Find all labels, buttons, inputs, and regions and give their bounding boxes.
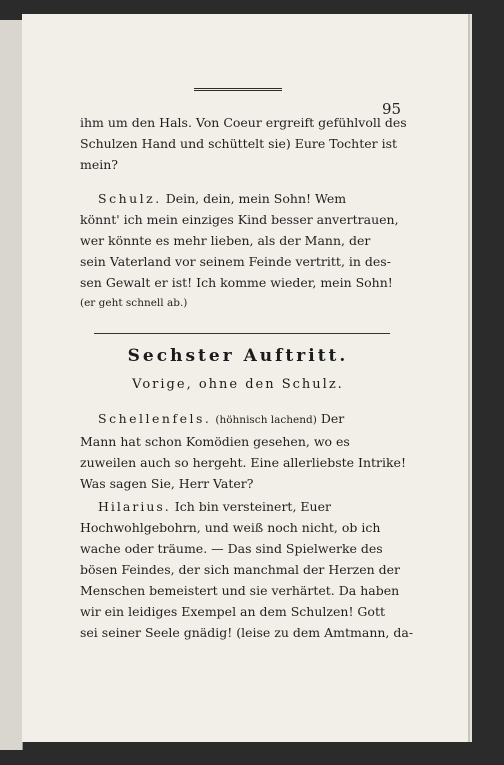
text-line: zuweilen auch so hergeht. Eine allerliebste Intrike! (80, 455, 406, 470)
scene-title: Sechster Auftritt. (127, 346, 349, 366)
paragraph-schellenfels (80, 408, 406, 494)
text-fragment: Ich bin versteinert, Euer (174, 499, 331, 514)
adjacent-page-edge (0, 20, 23, 750)
scene-cast: Vorige, ohne den Schulz. (132, 377, 344, 392)
speaker-name: Hilarius. (98, 499, 171, 514)
text-line: Was sagen Sie, Herr Vater? (80, 476, 254, 491)
text-fragment: Der (320, 411, 345, 426)
text-line: wache oder träume. — Das sind Spielwerke des (80, 541, 383, 556)
text-line: sei seiner Seele gnädig! (leise zu dem Amtmann, da- (80, 625, 414, 640)
header-rule (194, 88, 282, 93)
paragraph-hilarius (80, 496, 414, 643)
text-line: Schulzen Hand und schüttelt sie) Eure Tochter ist (80, 136, 398, 151)
text-line (80, 496, 400, 517)
text-line: wer könnte es mehr lieben, als der Mann, der (80, 233, 371, 248)
text-line (80, 408, 400, 431)
text-line (80, 188, 400, 209)
text-fragment: Dein, dein, mein Sohn! Wem (165, 191, 347, 206)
text-line: Hochwohlgebohrn, und weiß noch nicht, ob ich (80, 520, 381, 535)
text-line: ihm um den Hals. Von Coeur ergreift gefühlvoll des (80, 115, 407, 130)
text-line: Mann hat schon Komödien gesehen, wo es (80, 434, 350, 449)
stage-direction: (höhnisch lachend) (215, 414, 317, 426)
text-line: Menschen bemeistert und sie verhärtet. Da haben (80, 583, 400, 598)
section-divider (94, 333, 390, 334)
stage-direction: (er geht schnell ab.) (80, 297, 188, 309)
text-line: wir ein leidiges Exempel an dem Schulzen! Gott (80, 604, 385, 619)
text-line: sen Gewalt er ist! Ich komme wieder, mein Sohn! (80, 275, 393, 290)
text-line: bösen Feindes, der sich manchmal der Herzen der (80, 562, 401, 577)
text-line: sein Vaterland vor seinem Feinde vertritt, in des- (80, 254, 391, 269)
paragraph-schulz (80, 188, 400, 314)
text-line: mein? (80, 157, 119, 172)
speaker-name: Schellenfels. (98, 411, 212, 426)
page-number: 95 (382, 100, 402, 118)
speaker-name: Schulz. (98, 191, 162, 206)
text-line: könnt' ich mein einziges Kind besser anvertrauen, (80, 212, 399, 227)
book-page (22, 14, 468, 742)
paragraph-1 (80, 112, 407, 175)
